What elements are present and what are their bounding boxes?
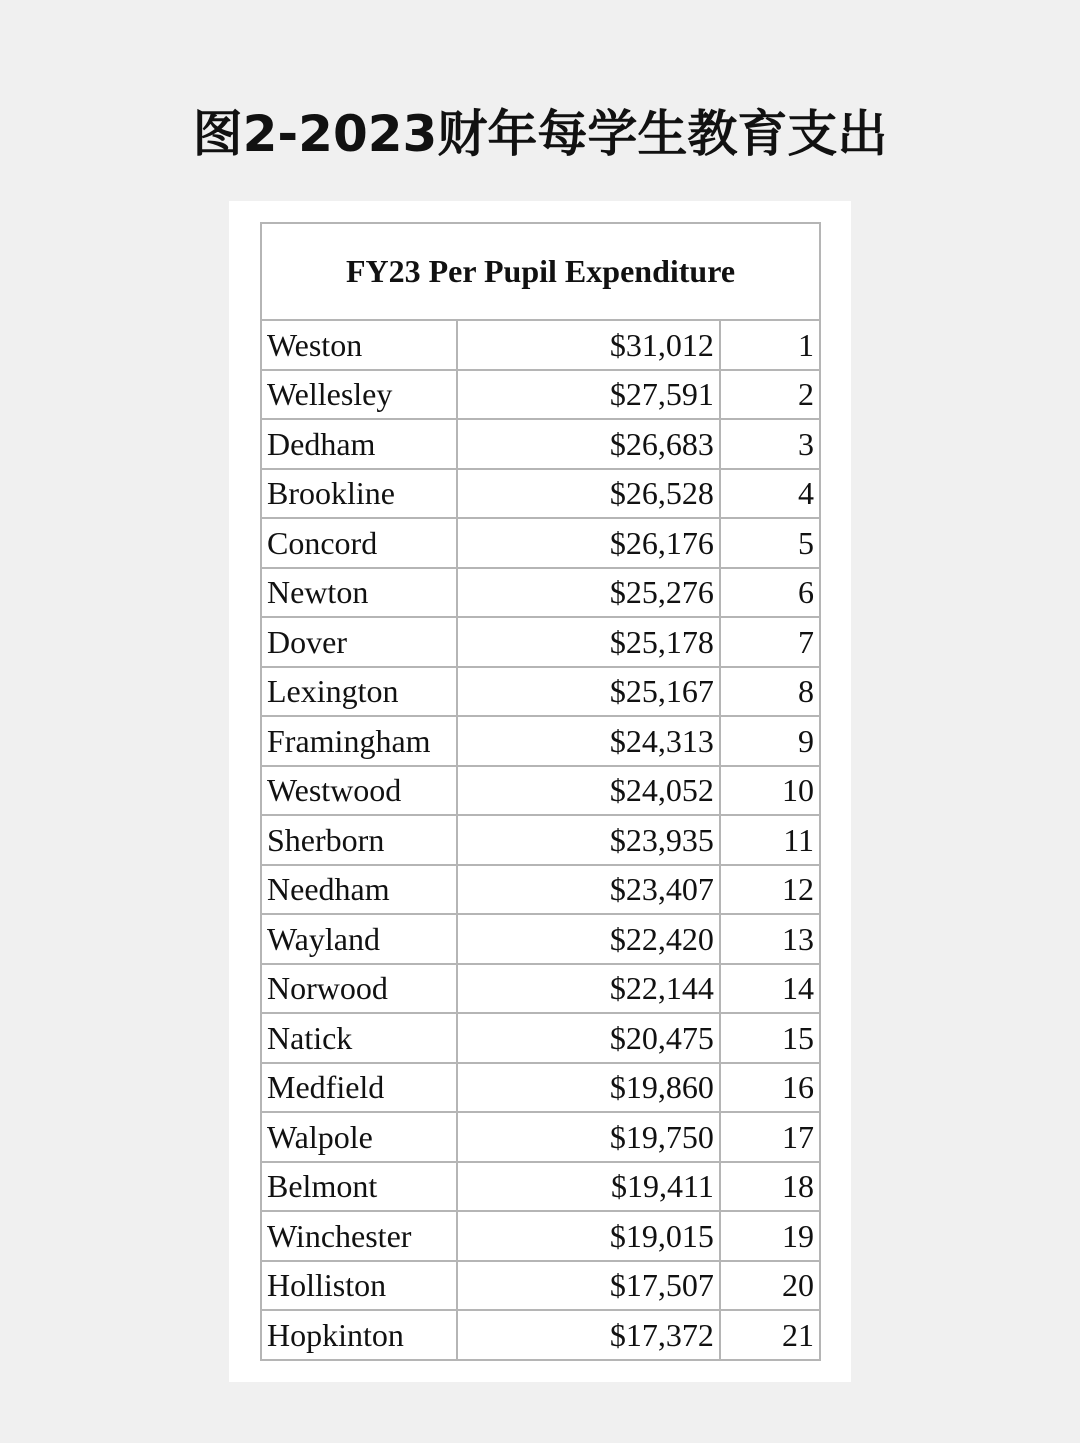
rank-cell: 2 bbox=[720, 370, 820, 420]
expenditure-cell: $24,052 bbox=[457, 766, 719, 816]
town-cell: Hopkinton bbox=[261, 1310, 457, 1360]
rank-cell: 6 bbox=[720, 568, 820, 618]
town-cell: Sherborn bbox=[261, 815, 457, 865]
table-row bbox=[261, 964, 820, 1014]
town-cell: Norwood bbox=[261, 964, 457, 1014]
table-row bbox=[261, 518, 820, 568]
table-header-row bbox=[261, 223, 820, 320]
town-cell: Lexington bbox=[261, 667, 457, 717]
rank-cell: 14 bbox=[720, 964, 820, 1014]
rank-cell: 16 bbox=[720, 1063, 820, 1113]
expenditure-cell: $26,683 bbox=[457, 419, 719, 469]
town-cell: Concord bbox=[261, 518, 457, 568]
town-cell: Brookline bbox=[261, 469, 457, 519]
table-row bbox=[261, 716, 820, 766]
page-title: 图2-2023财年每学生教育支出 bbox=[192, 105, 888, 163]
rank-cell: 4 bbox=[720, 469, 820, 519]
table-row bbox=[261, 1261, 820, 1311]
rank-cell: 20 bbox=[720, 1261, 820, 1311]
expenditure-cell: $19,411 bbox=[457, 1162, 719, 1212]
table-row bbox=[261, 815, 820, 865]
town-cell: Weston bbox=[261, 320, 457, 370]
rank-cell: 1 bbox=[720, 320, 820, 370]
town-cell: Westwood bbox=[261, 766, 457, 816]
expenditure-cell: $22,420 bbox=[457, 914, 719, 964]
expenditure-cell: $25,167 bbox=[457, 667, 719, 717]
rank-cell: 13 bbox=[720, 914, 820, 964]
table-row bbox=[261, 370, 820, 420]
town-cell: Newton bbox=[261, 568, 457, 618]
rank-cell: 18 bbox=[720, 1162, 820, 1212]
expenditure-cell: $22,144 bbox=[457, 964, 719, 1014]
rank-cell: 19 bbox=[720, 1211, 820, 1261]
expenditure-table bbox=[260, 222, 821, 1361]
town-cell: Natick bbox=[261, 1013, 457, 1063]
table-row bbox=[261, 419, 820, 469]
town-cell: Dover bbox=[261, 617, 457, 667]
rank-cell: 5 bbox=[720, 518, 820, 568]
town-cell: Holliston bbox=[261, 1261, 457, 1311]
town-cell: Wellesley bbox=[261, 370, 457, 420]
table-row bbox=[261, 865, 820, 915]
expenditure-cell: $24,313 bbox=[457, 716, 719, 766]
rank-cell: 21 bbox=[720, 1310, 820, 1360]
table-row bbox=[261, 1013, 820, 1063]
table-row bbox=[261, 766, 820, 816]
table-card bbox=[229, 201, 851, 1382]
town-cell: Winchester bbox=[261, 1211, 457, 1261]
expenditure-cell: $26,528 bbox=[457, 469, 719, 519]
rank-cell: 10 bbox=[720, 766, 820, 816]
rank-cell: 9 bbox=[720, 716, 820, 766]
table-row bbox=[261, 1162, 820, 1212]
table-body bbox=[261, 320, 820, 1360]
expenditure-cell: $17,507 bbox=[457, 1261, 719, 1311]
rank-cell: 3 bbox=[720, 419, 820, 469]
expenditure-cell: $27,591 bbox=[457, 370, 719, 420]
table-row bbox=[261, 320, 820, 370]
table-row bbox=[261, 568, 820, 618]
table-row bbox=[261, 617, 820, 667]
table-row bbox=[261, 667, 820, 717]
expenditure-cell: $31,012 bbox=[457, 320, 719, 370]
expenditure-cell: $23,407 bbox=[457, 865, 719, 915]
town-cell: Framingham bbox=[261, 716, 457, 766]
rank-cell: 15 bbox=[720, 1013, 820, 1063]
rank-cell: 12 bbox=[720, 865, 820, 915]
town-cell: Belmont bbox=[261, 1162, 457, 1212]
town-cell: Medfield bbox=[261, 1063, 457, 1113]
table-row bbox=[261, 1063, 820, 1113]
table-row bbox=[261, 914, 820, 964]
table-title: FY23 Per Pupil Expenditure bbox=[261, 223, 820, 320]
expenditure-cell: $25,178 bbox=[457, 617, 719, 667]
expenditure-cell: $20,475 bbox=[457, 1013, 719, 1063]
table-row bbox=[261, 1310, 820, 1360]
table-row bbox=[261, 469, 820, 519]
expenditure-cell: $25,276 bbox=[457, 568, 719, 618]
expenditure-cell: $23,935 bbox=[457, 815, 719, 865]
expenditure-cell: $19,015 bbox=[457, 1211, 719, 1261]
expenditure-cell: $19,750 bbox=[457, 1112, 719, 1162]
rank-cell: 7 bbox=[720, 617, 820, 667]
expenditure-cell: $19,860 bbox=[457, 1063, 719, 1113]
expenditure-cell: $17,372 bbox=[457, 1310, 719, 1360]
town-cell: Wayland bbox=[261, 914, 457, 964]
rank-cell: 8 bbox=[720, 667, 820, 717]
rank-cell: 11 bbox=[720, 815, 820, 865]
town-cell: Dedham bbox=[261, 419, 457, 469]
town-cell: Walpole bbox=[261, 1112, 457, 1162]
table-row bbox=[261, 1211, 820, 1261]
rank-cell: 17 bbox=[720, 1112, 820, 1162]
town-cell: Needham bbox=[261, 865, 457, 915]
table-row bbox=[261, 1112, 820, 1162]
expenditure-cell: $26,176 bbox=[457, 518, 719, 568]
